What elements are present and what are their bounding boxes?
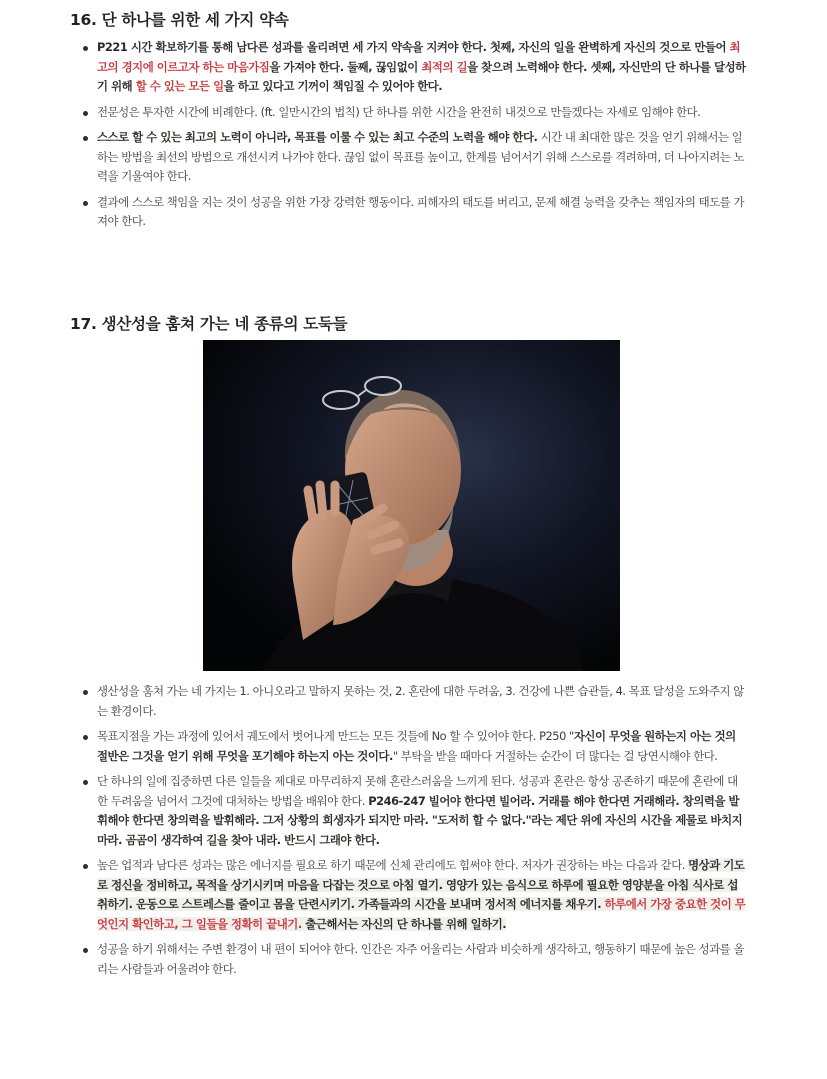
- list-item: [97, 128, 747, 187]
- bullet-text: 을 가져야 한다. 둘째, 끊임없이: [269, 59, 422, 74]
- section-17-title: 17. 생산성을 훔쳐 가는 네 종류의 도둑들: [70, 315, 348, 333]
- list-item: [97, 940, 747, 979]
- bullet-bold-text: 스스로 할 수 있는 최고의 노력이 아니라, 목표를 이룰 수 있는 최고 수준의 노력을 해야 한다.: [97, 130, 538, 144]
- bullet-text: 을 하고 있다고 기꺼이 책임질 수 있어야 한다.: [223, 79, 443, 93]
- bullet-text: 성공을 하기 위해서는 주변 환경이 내 편이 되어야 한다. 인간은 자주 어울리는 사람과 비슷하게 생각하고, 행동하기 때문에 높은 성과를 올리는 사람들과 어울려야 한다.: [97, 942, 745, 976]
- bullet-text: P221 시간 확보하기를 통해 남다른 성과를 올리려면 세 가지 약속을 지켜야 한다. 첫째, 자신의 일을 완벽하게 자신의 것으로 만들어: [97, 40, 730, 54]
- presenter-photo: [203, 340, 620, 671]
- bullet-bold-text: 출근해서는 자신의 단 하나를 위해 일하기.: [301, 916, 507, 931]
- bullet-text: 높은 업적과 남다른 성과는 많은 에너지를 필요로 하기 때문에 신체 관리에도 힘써야 한다. 저자가 권장하는 바는 다음과 같다.: [97, 858, 689, 872]
- list-item: [97, 193, 747, 232]
- bullet-bold-text: 자신이 무엇을 원하는지 아는 것의 절반은 그것을 얻기 위해 무엇을 포기해야 하는지 아는 것이다.: [97, 729, 736, 763]
- list-item: [97, 38, 747, 97]
- section-16-title: 16. 단 하나를 위한 세 가지 약속: [70, 11, 289, 29]
- section-16-list: [97, 38, 747, 238]
- photo-illustration: [203, 340, 620, 671]
- bullet-bold-text: P246-247 빌어야 한다면 빌어라. 거래를 해야 한다면 거래해라. 창의력을 발휘해야 한다면 창의력을 발휘해라. 그저 상황의 희생자가 되지만 마라. "도저히 할 수 없다."라는 제단 위에 자신의 시간을 제물로 바치지 마라. 곰곰이 생각하여 길을 찾아 내라. 반드시 그래야 한다.: [97, 793, 743, 847]
- bullet-bold-text: 명상과 기도로 정신을 정비하고, 목적을 상기시키며 마음을 다잡는 것으로 아침 열기. 영양가 있는 음식으로 하루에 필요한 영양분을 아침 식사로 섭취하기. 운동으로 스트레스를 줄이고 몸을 단련시키기. 가족들과의 시간을 보내며 정서적 에너지를 채우기.: [97, 858, 745, 911]
- highlight-text: 최적의 길: [421, 59, 468, 74]
- highlight-text: 하루에서 가장 중요한 것이 무엇인지 확인하고, 그 일들을 정확히 끝내기.: [97, 897, 746, 931]
- list-item: [97, 682, 747, 721]
- bullet-text: 단 하나의 일에 집중하면 다른 일들을 제대로 마무리하지 못해 혼란스러움을 느끼게 된다. 성공과 혼란은 항상 공존하기 때문에 혼란에 대한 두려움을 넘어서 그것에 대처하는 방법을 배워야 한다.: [97, 774, 738, 808]
- bullet-text: 시간 내 최대한 많은 것을 얻기 위해서는 일하는 방법을 최선의 방법으로 개선시켜 나가야 한다. 끊임 없이 목표를 높이고, 한계를 넘어서기 위해 스스로를 격려하며, 더 나아지려는 노력을 기울여야 한다.: [97, 130, 745, 183]
- list-item: [97, 772, 747, 850]
- bullet-text: 목표지점을 가는 과정에 있어서 궤도에서 벗어나게 만드는 모든 것들에 No 할 수 있어야 한다. P250 ": [97, 729, 574, 743]
- list-item: [97, 103, 747, 123]
- highlight-text: 최고의 경지에 이르고자 하는 마음가짐: [97, 40, 741, 74]
- list-item: [97, 856, 747, 934]
- bullet-text: 결과에 스스로 책임을 지는 것이 성공을 위한 가장 강력한 행동이다. 피해자의 태도를 버리고, 문제 해결 능력을 갖추는 책임자의 태도를 가져야 한다.: [97, 194, 745, 228]
- list-item: [97, 727, 747, 766]
- section-17-list: [97, 682, 747, 985]
- highlight-text: 할 수 있는 모든 일: [135, 79, 224, 93]
- bullet-text: 을 찾으려 노력해야 한다. 셋째, 자신만의 단 하나를 달성하기 위해: [97, 59, 746, 93]
- bullet-text: 생산성을 훔쳐 가는 네 가지는 1. 아니오라고 말하지 못하는 것, 2. 혼란에 대한 두려움, 3. 건강에 나쁜 습관들, 4. 목표 달성을 도와주지 않는 환경이다.: [97, 684, 744, 718]
- bullet-text: " 부탁을 받을 때마다 거절하는 순간이 더 많다는 걸 당연시해야 한다.: [392, 748, 718, 763]
- bullet-text: 전문성은 투자한 시간에 비례한다. (ft. 일만시간의 법칙) 단 하나를 위한 시간을 완전히 내것으로 만들겠다는 자세로 임해야 한다.: [97, 104, 701, 119]
